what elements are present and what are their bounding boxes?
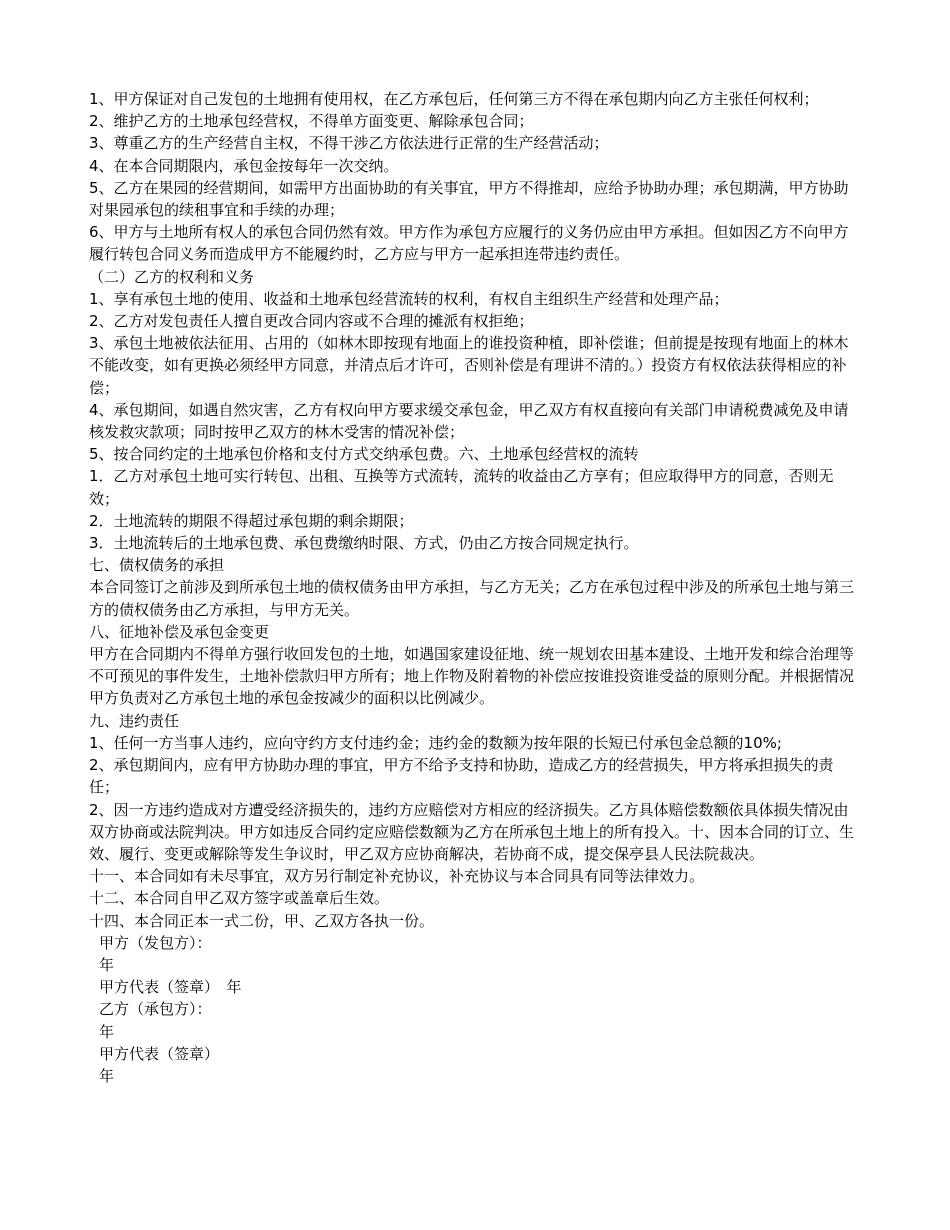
clause-paragraph: 1、甲方保证对自己发包的土地拥有使用权，在乙方承包后，任何第三方不得在承包期内向乙方主张任何权利； bbox=[89, 90, 819, 108]
clause-paragraph: 4、承包期间，如遇自然灾害，乙方有权向甲方要求缓交承包金，甲乙双方有权直接向有关部门申请税费减免及申请核发救灾款项；同时按甲乙双方的林木受害的情况补偿； bbox=[89, 400, 849, 442]
clause-paragraph: 1、享有承包土地的使用、收益和土地承包经营流转的权利，有权自主组织生产经营和处理产品； bbox=[89, 289, 729, 308]
party-a-representative: 甲方代表（签章） 年 bbox=[99, 978, 242, 997]
clause-paragraph: 3、尊重乙方的生产经营自主权，不得干涉乙方依法进行正常的生产经营活动； bbox=[89, 134, 609, 153]
clause-paragraph: 2、因一方违约造成对方遭受经济损失的，违约方应赔偿对方相应的经济损失。乙方具体赔偿数额依具体损失情况由双方协商或法院判决。甲方如违反合同约定应赔偿数额为乙方在所承包土地上的所有投入。十、因本合同的订立、生效、履行、变更或解除等发生争议时，甲乙双方应协商解决，若协商不成，提交保亭县人民法院裁决。 bbox=[89, 800, 855, 863]
clause-paragraph: 2．土地流转的期限不得超过承包期的剩余期限； bbox=[89, 511, 414, 530]
clause-paragraph: 6、甲方与土地所有权人的承包合同仍然有效。甲方作为承包方应履行的义务仍应由甲方承担。但如因乙方不向甲方履行转包合同义务而造成甲方不能履约时，乙方应与甲方一起承担连带违约责任。 bbox=[89, 223, 849, 264]
party-b-label: 乙方（承包方）： bbox=[99, 1000, 212, 1019]
clause-paragraph: 5、按合同约定的土地承包价格和支付方式交纳承包费。六、土地承包经营权的流转 bbox=[89, 445, 639, 464]
party-a-label: 甲方（发包方）： bbox=[99, 933, 212, 952]
clause-paragraph: 1、任何一方当事人违约，应向守约方支付违约金；违约金的数额为按年限的长短已付承包金总额的10%; bbox=[89, 733, 782, 752]
clause-paragraph: 4、在本合同期限内，承包金按每年一次交纳。 bbox=[89, 156, 399, 175]
signature-date: 年 bbox=[99, 1022, 115, 1041]
clause-paragraph: 2、维护乙方的土地承包经营权，不得单方面变更、解除承包合同； bbox=[89, 112, 534, 131]
clause-paragraph: 本合同签订之前涉及到所承包土地的债权债务由甲方承担，与乙方无关；乙方在承包过程中涉及的所承包土地与第三方的债权债务由乙方承担，与甲方无关。 bbox=[89, 578, 855, 619]
contract-body bbox=[89, 88, 859, 932]
party-representative: 甲方代表（签章） bbox=[99, 1044, 220, 1063]
clause-paragraph: 5、乙方在果园的经营期间，如需甲方出面协助的有关事宜，甲方不得推却，应给予协助办理；承包期满，甲方协助对果园承包的续租事宜和手续的办理； bbox=[89, 178, 849, 220]
clause-paragraph: 甲方在合同期内不得单方强行收回发包的土地，如遇国家建设征地、统一规划农田基本建设、土地开发和综合治理等不可预见的事件发生，土地补偿款归甲方所有；地上作物及附着物的补偿应按谁投资谁受益的原则分配。并根据情况甲方负责对乙方承包土地的承包金按减少的面积以比例减少。 bbox=[89, 645, 855, 708]
section-heading: 八、征地补偿及承包金变更 bbox=[89, 622, 270, 641]
contract-document bbox=[89, 88, 859, 1087]
section-heading: 九、违约责任 bbox=[89, 711, 180, 730]
signature-block bbox=[89, 932, 859, 1087]
clause-paragraph: 十四、本合同正本一式二份，甲、乙双方各执一份。 bbox=[89, 911, 435, 930]
section-heading: 七、债权债务的承担 bbox=[89, 556, 225, 575]
clause-paragraph: 2、乙方对发包责任人擅自更改合同内容或不合理的摊派有权拒绝； bbox=[89, 312, 534, 331]
clause-paragraph: 十一、本合同如有未尽事宜，双方另行制定补充协议，补充协议与本合同具有同等法律效力。 bbox=[89, 867, 705, 886]
clause-paragraph: 3、承包土地被依法征用、占用的（如林木即按现有地面上的谁投资种植，即补偿谁；但前提是按现有地面上的林木不能改变，如有更换必须经甲方同意，并清点后才许可，否则补偿是有理讲不清的。）投资方有权依法获得相应的补偿； bbox=[89, 334, 849, 397]
clause-paragraph: 十二、本合同自甲乙双方签字或盖章后生效。 bbox=[89, 889, 390, 908]
signature-date: 年 bbox=[99, 955, 115, 974]
clause-paragraph: 2、承包期间内，应有甲方协助办理的事宜，甲方不给予支持和协助，造成乙方的经营损失，甲方将承担损失的责任； bbox=[89, 756, 834, 797]
clause-paragraph: 1．乙方对承包土地可实行转包、出租、互换等方式流转，流转的收益由乙方享有；但应取得甲方的同意，否则无效； bbox=[89, 467, 834, 508]
signature-date: 年 bbox=[99, 1066, 115, 1085]
clause-paragraph: 3．土地流转后的土地承包费、承包费缴纳时限、方式，仍由乙方按合同规定执行。 bbox=[89, 534, 639, 553]
section-heading: （二）乙方的权利和义务 bbox=[89, 267, 255, 286]
